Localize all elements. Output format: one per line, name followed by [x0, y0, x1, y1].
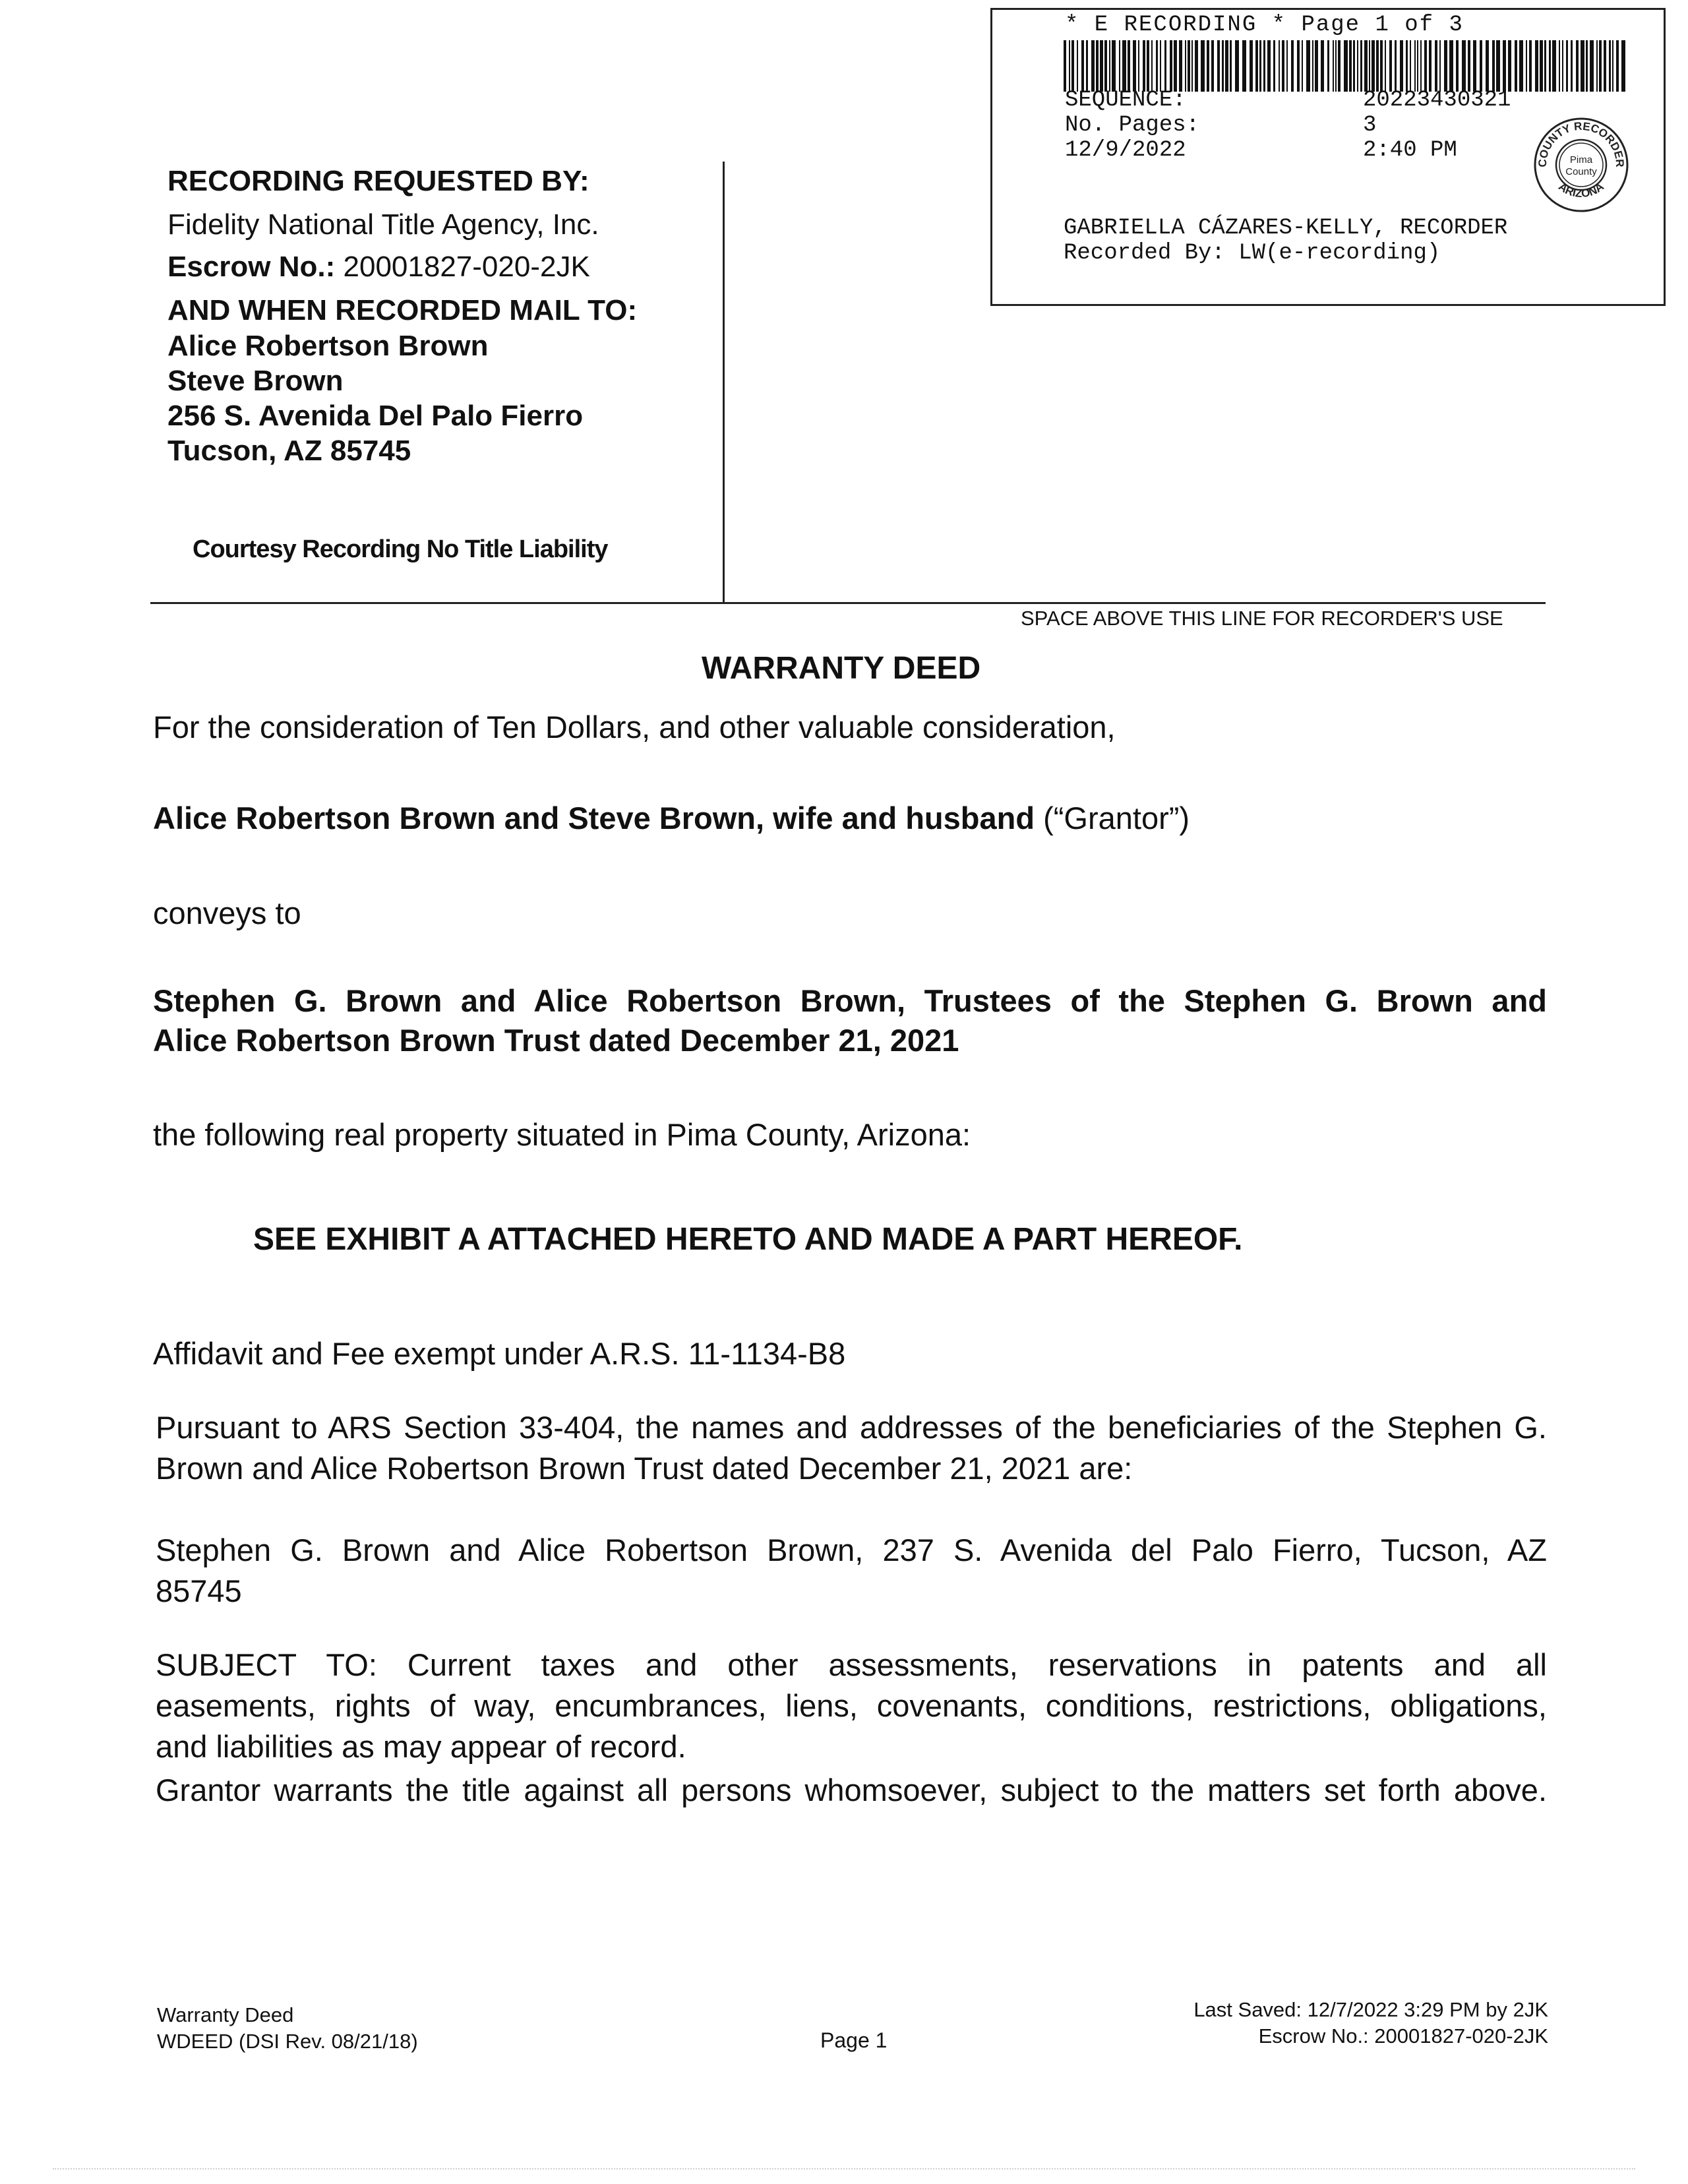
barcode-bar	[1235, 40, 1239, 92]
barcode-bar	[1616, 40, 1619, 92]
barcode-bar	[1091, 40, 1095, 92]
barcode-bar	[1519, 40, 1523, 92]
grantor-designation: (“Grantor”)	[1035, 801, 1190, 835]
courtesy-note: Courtesy Recording No Title Liability	[193, 535, 608, 563]
barcode-bar	[1529, 40, 1532, 92]
grantee-line-2: Alice Robertson Brown Trust dated December 21, 2021	[153, 1023, 959, 1058]
barcode-bar	[1100, 40, 1103, 92]
barcode-bar	[1400, 40, 1403, 92]
barcode-bar	[1156, 40, 1158, 92]
barcode-bar	[1143, 40, 1145, 92]
beneficiaries-line-2: 85745	[156, 1573, 242, 1608]
barcode-bar	[1468, 40, 1470, 92]
barcode-bar	[1515, 40, 1517, 92]
barcode-bar	[1462, 40, 1466, 92]
footer-escrow: Escrow No.: 20001827-020-2JK	[1258, 2024, 1548, 2048]
barcode-bar	[1195, 40, 1198, 92]
sequence-value: 20223430321	[1363, 88, 1511, 113]
barcode-bar	[1435, 40, 1437, 92]
barcode-bar	[1349, 40, 1352, 92]
warranty-text: Grantor warrants the title against all persons whomsoever, subject to the matters set forth above.	[156, 1773, 1547, 1807]
barcode-bar	[1503, 40, 1506, 92]
barcode-bar	[1263, 40, 1265, 92]
barcode-bar	[1385, 40, 1386, 92]
barcode-bar	[1389, 40, 1392, 92]
barcode-bar	[1250, 40, 1253, 92]
barcode-bar	[1174, 40, 1177, 92]
barcode-bar	[1327, 40, 1329, 92]
pages-value: 3	[1363, 113, 1377, 138]
barcode-bar	[1444, 40, 1447, 92]
barcode-bar	[1480, 40, 1482, 92]
barcode-bar	[1188, 40, 1190, 92]
barcode-bar	[1302, 40, 1303, 92]
barcode-bar	[1439, 40, 1441, 92]
barcode-bar	[1081, 40, 1084, 92]
document-title: WARRANTY DEED	[702, 651, 981, 686]
mail-address-1: 256 S. Avenida Del Palo Fierro	[167, 400, 584, 432]
county-recorder-seal	[1532, 115, 1631, 214]
svg-text:County: County	[1565, 166, 1597, 177]
recorder-use-note: SPACE ABOVE THIS LINE FOR RECORDER'S USE	[1021, 607, 1503, 630]
barcode-bar	[1128, 40, 1130, 92]
barcode-bar	[1456, 40, 1459, 92]
conveys-text: conveys to	[153, 895, 301, 930]
barcode-bar	[1364, 40, 1368, 92]
barcode-bar	[1069, 40, 1070, 92]
barcode-bar	[1185, 40, 1186, 92]
barcode-bar	[1279, 40, 1280, 92]
barcode-bar	[1559, 40, 1560, 92]
barcode-bar	[1508, 40, 1511, 92]
barcode-bar	[1562, 40, 1563, 92]
barcode-bar	[1151, 40, 1153, 92]
scan-artifact-line	[53, 2168, 1635, 2171]
barcode-bar	[1420, 40, 1422, 92]
escrow-label: Escrow No.:	[167, 251, 336, 283]
barcode-bar	[1286, 40, 1288, 92]
footer-right	[1193, 1997, 1548, 2049]
barcode-bar	[1119, 40, 1120, 92]
barcode-bar	[1344, 40, 1348, 92]
barcode-bar	[1259, 40, 1261, 92]
barcode-bar	[1170, 40, 1172, 92]
barcode-bar	[1211, 40, 1214, 92]
barcode-bar	[1147, 40, 1149, 92]
barcode-bar	[1449, 40, 1453, 92]
recorder-name: GABRIELLA CÁZARES-KELLY, RECORDER	[1064, 216, 1508, 241]
requested-by-name: Fidelity National Title Agency, Inc.	[167, 208, 599, 241]
mail-name-1: Alice Robertson Brown	[167, 330, 489, 362]
barcode-bar	[1566, 40, 1568, 92]
barcode-bar	[1222, 40, 1224, 92]
requested-by-label: RECORDING REQUESTED BY:	[167, 165, 589, 197]
barcode-bar	[1360, 40, 1362, 92]
barcode-bar	[1369, 40, 1370, 92]
barcode-bar	[1282, 40, 1284, 92]
barcode-bar	[1372, 40, 1375, 92]
footer-left	[157, 2002, 418, 2055]
barcode-bar	[1312, 40, 1313, 92]
barcode-bar	[1581, 40, 1584, 92]
grantor-names: Alice Robertson Brown and Steve Brown, wife and husband	[153, 801, 1035, 835]
barcode-bar	[1064, 40, 1066, 92]
barcode-bar	[1109, 40, 1110, 92]
footer-form-id: WDEED (DSI Rev. 08/21/18)	[157, 2030, 418, 2053]
subject-line-2: easements, rights of way, encumbrances, liens, covenants, conditions, restrictions, obligations,	[156, 1688, 1547, 1723]
beneficiaries-line-1: Stephen G. Brown and Alice Robertson Brown, 237 S. Avenida del Palo Fierro, Tucson, AZ	[156, 1532, 1547, 1567]
sequence-label: SEQUENCE:	[1065, 88, 1186, 113]
barcode-bar	[1138, 40, 1139, 92]
subject-line-3: and liabilities as may appear of record.	[156, 1729, 686, 1764]
barcode-bar	[1201, 40, 1205, 92]
recorder-line	[150, 602, 1546, 604]
barcode-bar	[1191, 40, 1193, 92]
grantor-paragraph	[153, 798, 1190, 839]
barcode-bar	[1552, 40, 1556, 92]
barcode-bar	[1621, 40, 1625, 92]
barcode-bar	[1540, 40, 1543, 92]
barcode	[1064, 40, 1628, 92]
exhibit-reference: SEE EXHIBIT A ATTACHED HERETO AND MADE A PART HEREOF.	[253, 1222, 1243, 1257]
pursuant-paragraph	[156, 1407, 1547, 1489]
barcode-bar	[1609, 40, 1611, 92]
grantee-paragraph	[153, 981, 1547, 1060]
barcode-bar	[1333, 40, 1334, 92]
barcode-bar	[1321, 40, 1324, 92]
property-text: the following real property situated in Pima County, Arizona:	[153, 1117, 971, 1152]
barcode-bar	[1590, 40, 1594, 92]
subject-to-paragraph	[156, 1645, 1547, 1767]
recorder-stamp	[990, 8, 1666, 306]
barcode-bar	[1599, 40, 1602, 92]
barcode-bar	[1486, 40, 1489, 92]
affidavit-text: Affidavit and Fee exempt under A.R.S. 11-1134-B8	[153, 1336, 846, 1371]
barcode-bar	[1315, 40, 1318, 92]
barcode-bar	[1526, 40, 1527, 92]
pursuant-line-1: Pursuant to ARS Section 33-404, the names and addresses of the beneficiaries of the Stephen G.	[156, 1410, 1547, 1445]
barcode-bar	[1122, 40, 1126, 92]
barcode-bar	[1086, 40, 1088, 92]
record-time: 2:40 PM	[1363, 138, 1457, 163]
record-date: 12/9/2022	[1065, 138, 1186, 163]
svg-text:Pima: Pima	[1569, 154, 1593, 166]
barcode-bar	[1571, 40, 1573, 92]
barcode-bar	[1242, 40, 1246, 92]
pursuant-line-2: Brown and Alice Robertson Brown Trust dated December 21, 2021 are:	[156, 1451, 1133, 1486]
barcode-bar	[1492, 40, 1495, 92]
barcode-bar	[1160, 40, 1161, 92]
barcode-bar	[1164, 40, 1166, 92]
subject-line-1: SUBJECT TO: Current taxes and other assessments, reservations in patents and all	[156, 1647, 1547, 1682]
header-divider-vertical	[723, 162, 725, 603]
barcode-bar	[1535, 40, 1538, 92]
barcode-bar	[1096, 40, 1099, 92]
barcode-bar	[1496, 40, 1500, 92]
barcode-bar	[1335, 40, 1337, 92]
mail-address-2: Tucson, AZ 85745	[167, 435, 411, 467]
barcode-bar	[1306, 40, 1310, 92]
barcode-bar	[1179, 40, 1182, 92]
barcode-bar	[1473, 40, 1476, 92]
barcode-bar	[1217, 40, 1220, 92]
consideration-text: For the consideration of Ten Dollars, and other valuable consideration,	[153, 710, 1116, 744]
mail-to-label: AND WHEN RECORDED MAIL TO:	[167, 294, 638, 326]
pages-label: No. Pages:	[1065, 113, 1200, 138]
barcode-bar	[1267, 40, 1271, 92]
barcode-bar	[1549, 40, 1551, 92]
barcode-bar	[1133, 40, 1136, 92]
barcode-bar	[1395, 40, 1397, 92]
barcode-bar	[1225, 40, 1228, 92]
stamp-header: * E RECORDING * Page 1 of 3	[1065, 13, 1464, 38]
barcode-bar	[1544, 40, 1546, 92]
barcode-bar	[1424, 40, 1427, 92]
mail-name-2: Steve Brown	[167, 365, 344, 397]
barcode-bar	[1376, 40, 1379, 92]
barcode-bar	[1596, 40, 1598, 92]
barcode-bar	[1230, 40, 1232, 92]
footer-last-saved: Last Saved: 12/7/2022 3:29 PM by 2JK	[1193, 1998, 1548, 2021]
barcode-bar	[1429, 40, 1432, 92]
barcode-bar	[1576, 40, 1579, 92]
svg-text:COUNTY RECORDER: COUNTY RECORDER	[1536, 119, 1627, 167]
recorded-by: Recorded By: LW(e-recording)	[1064, 241, 1441, 266]
barcode-bar	[1353, 40, 1355, 92]
beneficiaries-paragraph	[156, 1530, 1547, 1612]
barcode-bar	[1380, 40, 1383, 92]
footer-page-number: Page 1	[820, 2028, 888, 2052]
barcode-bar	[1410, 40, 1411, 92]
warranty-paragraph	[156, 1770, 1547, 1811]
barcode-bar	[1338, 40, 1341, 92]
barcode-bar	[1357, 40, 1358, 92]
barcode-bar	[1071, 40, 1074, 92]
barcode-bar	[1255, 40, 1258, 92]
barcode-bar	[1112, 40, 1116, 92]
barcode-bar	[1104, 40, 1107, 92]
barcode-bar	[1077, 40, 1078, 92]
grantee-line-1: Stephen G. Brown and Alice Robertson Brown, Trustees of the Stephen G. Brown and	[153, 983, 1547, 1018]
barcode-bar	[1417, 40, 1418, 92]
barcode-bar	[1414, 40, 1416, 92]
barcode-bar	[1291, 40, 1294, 92]
barcode-bar	[1406, 40, 1408, 92]
footer-doc-name: Warranty Deed	[157, 2003, 294, 2026]
barcode-bar	[1207, 40, 1209, 92]
escrow-value: 20001827-020-2JK	[343, 251, 590, 283]
escrow-line	[167, 251, 590, 284]
barcode-bar	[1586, 40, 1588, 92]
barcode-bar	[1297, 40, 1300, 92]
svg-text:ARIZONA: ARIZONA	[1556, 180, 1606, 200]
barcode-bar	[1612, 40, 1613, 92]
barcode-bar	[1273, 40, 1275, 92]
barcode-bar	[1604, 40, 1606, 92]
